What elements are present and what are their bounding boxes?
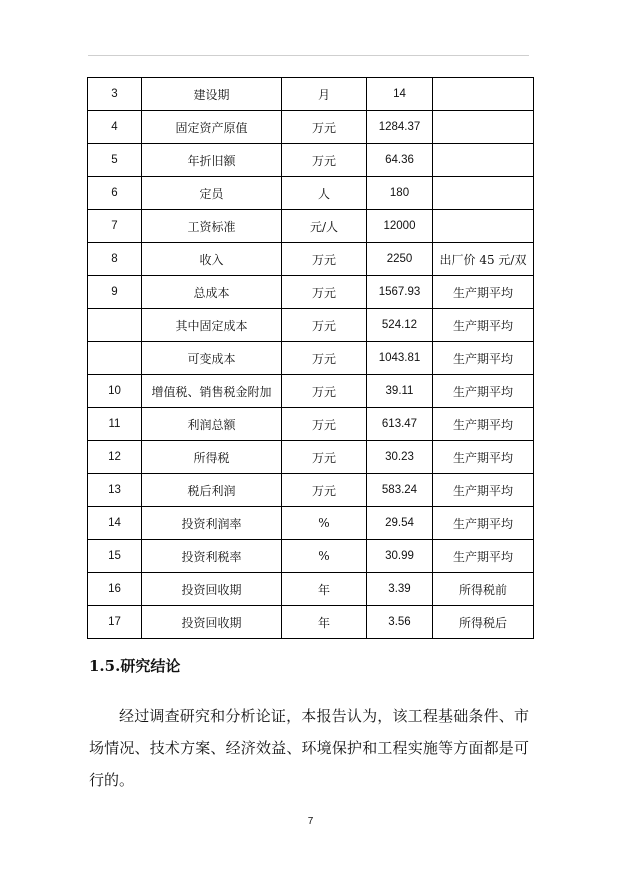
table-row [88, 375, 534, 408]
note-cell: 出厂价 45 元/双 [433, 243, 534, 276]
item-name-cell: 增值税、销售税金附加 [142, 375, 282, 408]
value-cell: 1567.93 [367, 276, 433, 309]
item-name-cell: 收入 [142, 243, 282, 276]
unit-cell: 元/人 [282, 210, 367, 243]
value-cell: 39.11 [367, 375, 433, 408]
table-row [88, 243, 534, 276]
indicator-table [87, 77, 534, 639]
item-name-cell: 所得税 [142, 441, 282, 474]
value-cell: 180 [367, 177, 433, 210]
header-rule [88, 55, 529, 56]
row-number-cell: 3 [88, 78, 142, 111]
value-cell: 29.54 [367, 507, 433, 540]
unit-cell: 万元 [282, 144, 367, 177]
note-cell: 生产期平均 [433, 309, 534, 342]
table-row [88, 78, 534, 111]
table-row [88, 276, 534, 309]
row-number-cell [88, 309, 142, 342]
value-cell: 1284.37 [367, 111, 433, 144]
unit-cell: 万元 [282, 408, 367, 441]
item-name-cell: 总成本 [142, 276, 282, 309]
item-name-cell: 年折旧额 [142, 144, 282, 177]
item-name-cell: 其中固定成本 [142, 309, 282, 342]
unit-cell: 万元 [282, 276, 367, 309]
note-cell: 所得税后 [433, 606, 534, 639]
table-row [88, 408, 534, 441]
note-cell: 生产期平均 [433, 408, 534, 441]
item-name-cell: 税后利润 [142, 474, 282, 507]
item-name-cell: 投资回收期 [142, 606, 282, 639]
table-row [88, 573, 534, 606]
unit-cell: % [282, 540, 367, 573]
row-number-cell: 10 [88, 375, 142, 408]
page-number: 7 [307, 816, 314, 827]
row-number-cell: 13 [88, 474, 142, 507]
table-row [88, 309, 534, 342]
value-cell: 3.39 [367, 573, 433, 606]
table-row [88, 111, 534, 144]
row-number-cell: 11 [88, 408, 142, 441]
conclusion-paragraph: 经过调查研究和分析论证，本报告认为，该工程基础条件、市场情况、技术方案、经济效益、环境保护和工程实施等方面都是可行的。 [89, 707, 529, 789]
value-cell: 64.36 [367, 144, 433, 177]
table-row [88, 540, 534, 573]
note-cell: 所得税前 [433, 573, 534, 606]
row-number-cell: 7 [88, 210, 142, 243]
value-cell: 30.99 [367, 540, 433, 573]
table-row [88, 441, 534, 474]
row-number-cell: 8 [88, 243, 142, 276]
unit-cell: 万元 [282, 111, 367, 144]
item-name-cell: 定员 [142, 177, 282, 210]
unit-cell: 万元 [282, 342, 367, 375]
note-cell [433, 177, 534, 210]
value-cell: 30.23 [367, 441, 433, 474]
table-row [88, 144, 534, 177]
unit-cell: 万元 [282, 243, 367, 276]
value-cell: 14 [367, 78, 433, 111]
note-cell [433, 144, 534, 177]
value-cell: 1043.81 [367, 342, 433, 375]
unit-cell: % [282, 507, 367, 540]
note-cell: 生产期平均 [433, 342, 534, 375]
unit-cell: 年 [282, 606, 367, 639]
item-name-cell: 利润总额 [142, 408, 282, 441]
row-number-cell: 15 [88, 540, 142, 573]
table-row [88, 342, 534, 375]
row-number-cell: 4 [88, 111, 142, 144]
item-name-cell: 可变成本 [142, 342, 282, 375]
section-title: 1.5.研究结论 [89, 657, 181, 675]
unit-cell: 人 [282, 177, 367, 210]
item-name-cell: 建设期 [142, 78, 282, 111]
item-name-cell: 投资利税率 [142, 540, 282, 573]
table-row [88, 507, 534, 540]
row-number-cell: 9 [88, 276, 142, 309]
unit-cell: 万元 [282, 309, 367, 342]
table-row [88, 606, 534, 639]
note-cell [433, 210, 534, 243]
value-cell: 524.12 [367, 309, 433, 342]
table-row [88, 210, 534, 243]
value-cell: 613.47 [367, 408, 433, 441]
unit-cell: 年 [282, 573, 367, 606]
table-row [88, 474, 534, 507]
note-cell: 生产期平均 [433, 507, 534, 540]
note-cell: 生产期平均 [433, 474, 534, 507]
note-cell [433, 78, 534, 111]
row-number-cell [88, 342, 142, 375]
value-cell: 3.56 [367, 606, 433, 639]
item-name-cell: 固定资产原值 [142, 111, 282, 144]
item-name-cell: 工资标准 [142, 210, 282, 243]
row-number-cell: 17 [88, 606, 142, 639]
row-number-cell: 14 [88, 507, 142, 540]
item-name-cell: 投资利润率 [142, 507, 282, 540]
note-cell: 生产期平均 [433, 375, 534, 408]
table-body [88, 78, 534, 639]
value-cell: 2250 [367, 243, 433, 276]
unit-cell: 万元 [282, 375, 367, 408]
note-cell [433, 111, 534, 144]
note-cell: 生产期平均 [433, 441, 534, 474]
note-cell: 生产期平均 [433, 540, 534, 573]
unit-cell: 月 [282, 78, 367, 111]
value-cell: 12000 [367, 210, 433, 243]
value-cell: 583.24 [367, 474, 433, 507]
table-row [88, 177, 534, 210]
row-number-cell: 5 [88, 144, 142, 177]
item-name-cell: 投资回收期 [142, 573, 282, 606]
note-cell: 生产期平均 [433, 276, 534, 309]
row-number-cell: 16 [88, 573, 142, 606]
row-number-cell: 12 [88, 441, 142, 474]
unit-cell: 万元 [282, 441, 367, 474]
row-number-cell: 6 [88, 177, 142, 210]
unit-cell: 万元 [282, 474, 367, 507]
